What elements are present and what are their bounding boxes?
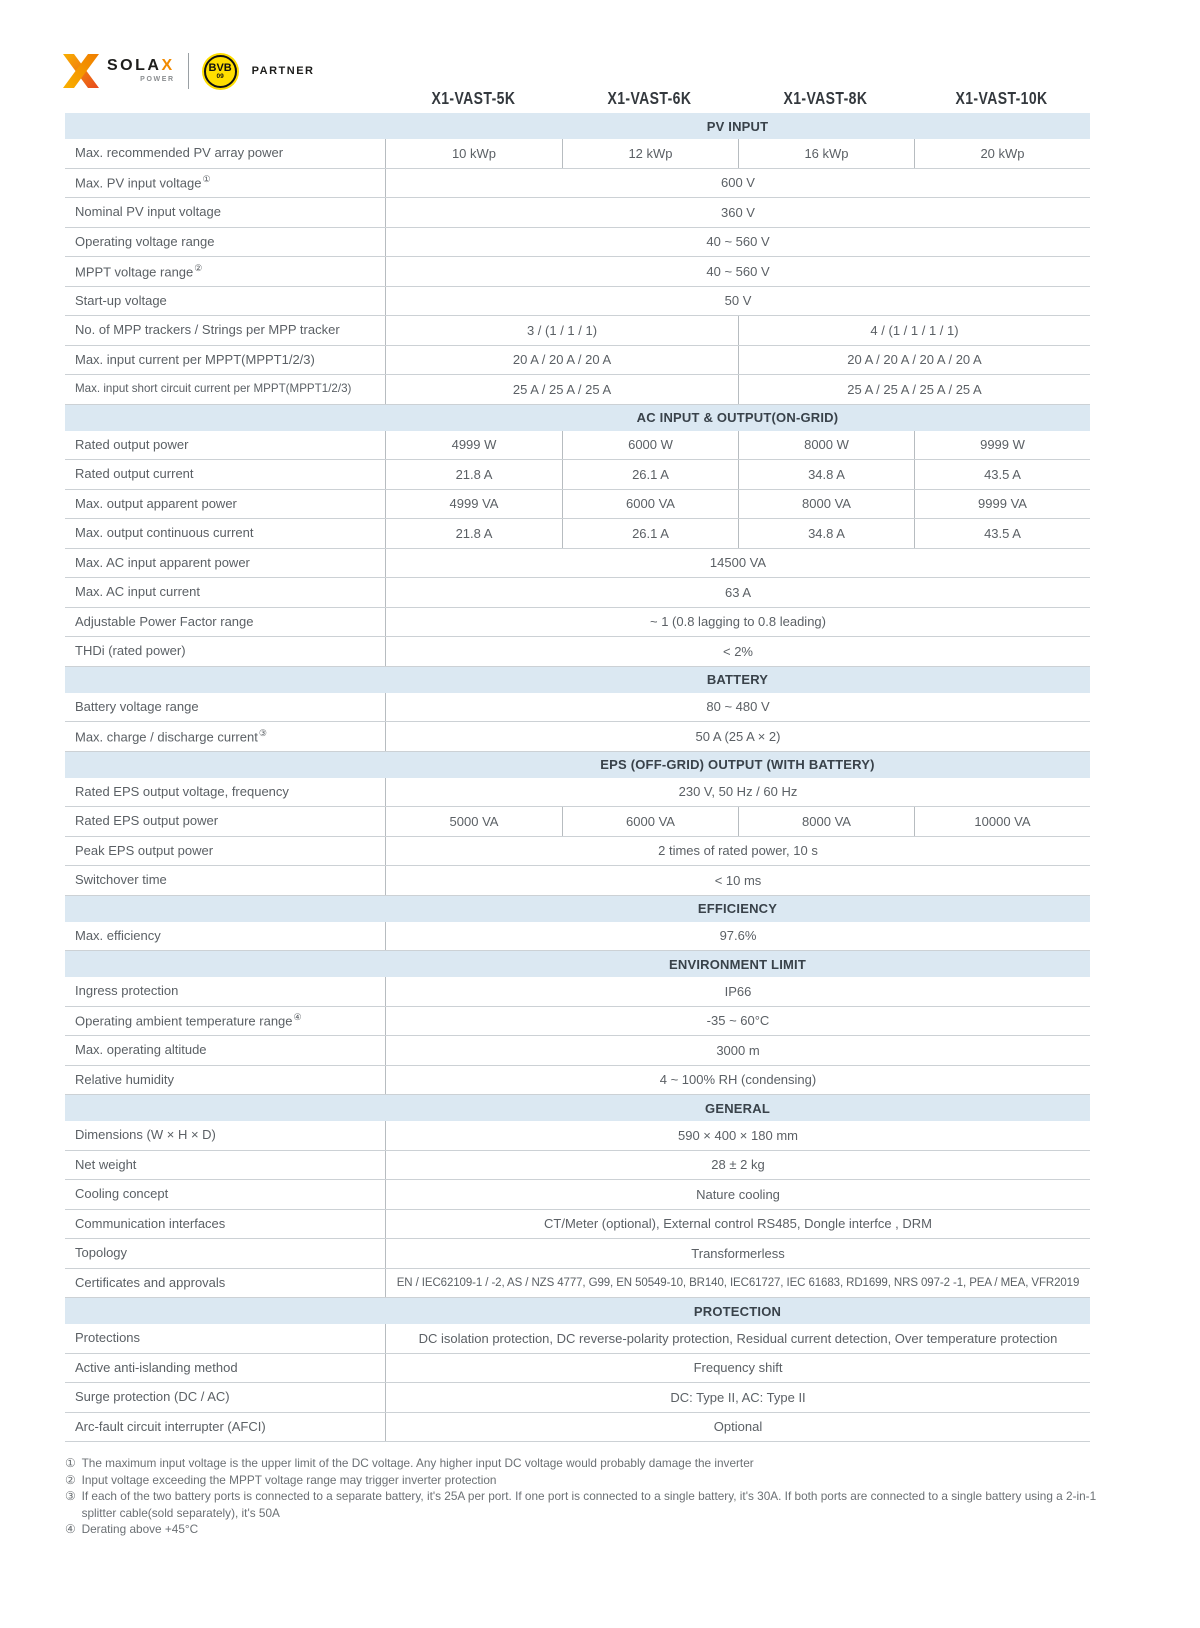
spec-value-cell: EN / IEC62109-1 / -2, AS / NZS 4777, G99, EN 50549-10, BR140, IEC61727, IEC 61683, RD1699, NRS 097-2 -1, PEA / MEA, VFR2019 [396,1276,1080,1289]
spec-value-cell: 25 A / 25 A / 25 A [512,381,612,397]
spec-label [65,460,385,489]
spec-value-cell: 26.1 A [562,519,738,548]
spec-label-text: Max. PV input voltage① [75,174,211,191]
spec-value-cell: 21.8 A [455,525,493,541]
spec-label-text: Battery voltage range [75,698,199,714]
solax-x-icon [62,54,100,88]
section-title: EPS (OFF-GRID) OUTPUT (WITH BATTERY) [600,757,875,772]
footnote-number: ③ [65,1489,76,1503]
spec-values [385,1151,1090,1180]
spec-label-text: Topology [75,1245,128,1261]
spec-value-cell: 43.5 A [914,460,1090,489]
spec-value-cell: 6000 W [562,431,738,460]
spec-row [65,287,1090,317]
spec-row [65,837,1090,867]
model-column-header [914,88,1090,109]
spec-label [65,807,385,836]
spec-label [65,1269,385,1298]
spec-value-cell: 360 V [721,204,755,220]
footnote-text: Derating above +45°C [81,1522,199,1536]
spec-label [65,375,385,404]
section-title: PROTECTION [693,1303,782,1319]
spec-label [65,316,385,345]
spec-value-cell: 9999 VA [914,490,1090,519]
section-header [65,667,1090,693]
spec-label-text: Max. efficiency [75,927,161,943]
spec-values [385,1239,1090,1268]
spec-row [65,1066,1090,1096]
spec-label [65,1383,385,1412]
spec-label [65,1413,385,1442]
spec-value-cell: 97.6% [719,928,757,944]
spec-value-cell: 8000 VA [738,490,914,519]
footnote-text: Input voltage exceeding the MPPT voltage range may trigger inverter protection [81,1472,497,1487]
spec-label [65,257,385,286]
footnote-text: If each of the two battery ports is connected to a separate battery, it's 25A per port. If one port is connected to a single battery, it's 30A. If both ports are connected to a single battery using a 2-in-1 splitter cable(sold separately), it's 50A [81,1489,1097,1520]
spec-row [65,1239,1090,1269]
solax-wordmark [107,58,175,84]
spec-values [385,228,1090,257]
spec-label [65,139,385,168]
spec-value-cell: 2 times of rated power, 10 s [658,843,818,859]
model-column-label: X1-VAST-6K [607,88,692,108]
spec-label-text: Certificates and approvals [75,1274,226,1290]
spec-row [65,490,1090,520]
spec-row [65,1210,1090,1240]
spec-value-cell: 12 kWp [562,139,738,168]
spec-row [65,866,1090,896]
spec-row [65,316,1090,346]
spec-label-text: Rated EPS output power [75,813,219,829]
spec-values [385,198,1090,227]
spec-value-cell: < 2% [723,643,753,659]
spec-row [65,549,1090,579]
spec-label-text: No. of MPP trackers / Strings per MPP tracker [75,322,340,338]
spec-values [385,431,1090,460]
solax-name: SOLAX [107,57,175,74]
spec-values [385,1383,1090,1412]
spec-label-text: Max. AC input current [75,584,200,600]
spec-row [65,922,1090,952]
spec-label-text: Max. recommended PV array power [75,145,284,161]
spec-value-cell: 14500 VA [709,555,767,571]
spec-values [385,637,1090,666]
spec-label [65,778,385,807]
spec-label [65,198,385,227]
spec-value-cell: 20 A / 20 A / 20 A / 20 A [738,346,1090,375]
spec-label-text: Dimensions (W × H × D) [75,1127,216,1143]
spec-values [385,490,1090,519]
spec-label-text: MPPT voltage range② [75,262,203,279]
spec-row [65,257,1090,287]
spec-values [385,1269,1090,1298]
spec-label-text: Max. AC input apparent power [75,554,250,570]
spec-values [385,519,1090,548]
spec-value-cell: 43.5 A [914,519,1090,548]
spec-label [65,1121,385,1150]
spec-values [385,578,1090,607]
spec-row [65,693,1090,723]
spec-values [385,549,1090,578]
section-header [65,896,1090,922]
spec-label [65,837,385,866]
spec-row [65,346,1090,376]
spec-row [65,807,1090,837]
spec-label [65,1354,385,1383]
footnote-marker: ④ [293,1012,302,1023]
spec-value-cell: 21.8 A [455,466,493,482]
spec-label-text: Ingress protection [75,983,179,999]
section-title: GENERAL [705,1100,770,1116]
spec-values [385,778,1090,807]
footnote-line [65,1488,1097,1521]
spec-row [65,1151,1090,1181]
spec-value-cell: 20 kWp [914,139,1090,168]
spec-value-cell: Frequency shift [693,1360,783,1376]
spec-values [385,346,1090,375]
spec-row [65,1180,1090,1210]
spec-value-cell: 20 A / 20 A / 20 A [512,352,612,368]
spec-value-cell: 590 × 400 × 180 mm [678,1127,798,1143]
section-header [65,1298,1090,1324]
section-header [65,1095,1090,1121]
spec-value-cell: CT/Meter (optional), External control RS485, Dongle interfce , DRM [544,1216,932,1232]
spec-label [65,1324,385,1353]
spec-values [385,316,1090,345]
spec-values [385,837,1090,866]
spec-label [65,977,385,1006]
spec-label-text: Nominal PV input voltage [75,204,221,220]
footnote-number: ② [65,1472,76,1487]
spec-label [65,1007,385,1036]
spec-value-cell: 40 ~ 560 V [706,234,770,250]
spec-label-text: Surge protection (DC / AC) [75,1389,230,1405]
spec-value-cell: 25 A / 25 A / 25 A / 25 A [738,375,1090,404]
spec-label [65,866,385,895]
footnote-number: ① [65,1456,76,1470]
spec-label-text: Operating voltage range [75,233,215,249]
spec-values [385,922,1090,951]
spec-label [65,637,385,666]
spec-label-text: Max. input short circuit current per MPPT(MPPT1/2/3) [75,382,352,396]
spec-value-cell: 3 / (1 / 1 / 1) [526,322,598,338]
spec-row [65,169,1090,199]
spec-value-cell: 4 / (1 / 1 / 1 / 1) [738,316,1090,345]
spec-label-text: Max. output continuous current [75,525,254,541]
spec-label [65,1066,385,1095]
spec-value-cell: 8000 W [738,431,914,460]
spec-value-cell: 50 A (25 A × 2) [695,728,781,744]
spec-value-cell: DC: Type II, AC: Type II [670,1389,806,1405]
spec-values [385,375,1090,404]
spec-value-cell: -35 ~ 60°C [706,1013,770,1029]
spec-value-cell: 4999 VA [449,496,499,512]
bvb-badge-text: BVB [208,61,232,74]
spec-values [385,1007,1090,1036]
section-header [65,405,1090,431]
spec-label [65,922,385,951]
spec-values [385,169,1090,198]
spec-label [65,490,385,519]
spec-value-cell: 63 A [724,584,752,600]
spec-label-text: Rated EPS output voltage, frequency [75,783,289,799]
spec-label-text: Arc-fault circuit interrupter (AFCI) [75,1418,266,1434]
spec-row [65,1413,1090,1443]
spec-label [65,1151,385,1180]
spec-values [385,1066,1090,1095]
spec-values [385,1210,1090,1239]
spec-label-text: Rated output current [75,466,194,482]
section-title: EFFICIENCY [697,901,778,916]
model-column-header [561,88,737,109]
spec-label [65,346,385,375]
spec-label-text: Operating ambient temperature range④ [75,1012,302,1029]
spec-label-text: Adjustable Power Factor range [75,613,254,629]
spec-values [385,722,1090,751]
spec-table-body [65,113,1090,1442]
spec-label-text: Max. input current per MPPT(MPPT1/2/3) [75,351,315,367]
spec-value-cell: 40 ~ 560 V [706,263,770,279]
spec-row [65,722,1090,752]
spec-row [65,198,1090,228]
model-column-label: X1-VAST-5K [431,88,516,108]
bvb-badge-number: 09 [216,72,224,80]
spec-label-text: Protections [75,1330,141,1346]
spec-label-text: Communication interfaces [75,1215,226,1231]
spec-value-cell: 28 ± 2 kg [711,1157,765,1173]
model-column-label: X1-VAST-8K [783,88,868,108]
spec-label-text: Active anti-islanding method [75,1359,238,1375]
section-title: ENVIRONMENT LIMIT [668,956,806,972]
spec-value-cell: IP66 [724,983,752,999]
spec-label-text: Net weight [75,1156,137,1172]
spec-value-cell: 600 V [721,175,755,191]
spec-row [65,1269,1090,1299]
spec-label [65,1210,385,1239]
spec-value-cell: 6000 VA [562,490,738,519]
spec-label [65,1180,385,1209]
section-header [65,752,1090,778]
spec-values [385,693,1090,722]
spec-value-cell: Nature cooling [696,1186,780,1202]
spec-label-text: Relative humidity [75,1071,174,1087]
spec-row [65,1007,1090,1037]
spec-value-cell: 9999 W [914,431,1090,460]
spec-label-text: Max. operating altitude [75,1042,207,1058]
spec-row [65,519,1090,549]
spec-label-text: THDi (rated power) [75,643,186,659]
spec-label-text: Start-up voltage [75,292,167,308]
spec-label [65,549,385,578]
spec-value-cell: 8000 VA [738,807,914,836]
spec-row [65,228,1090,258]
spec-value-cell: 80 ~ 480 V [706,699,770,715]
spec-value-cell: 26.1 A [562,460,738,489]
spec-value-cell: 4 ~ 100% RH (condensing) [659,1072,817,1088]
spec-values [385,1354,1090,1383]
spec-value-cell: 5000 VA [449,813,499,829]
footnotes [65,1455,1097,1538]
model-column-header [385,88,561,109]
spec-row [65,778,1090,808]
spec-label [65,1239,385,1268]
section-header [65,951,1090,977]
footnote-marker: ② [194,262,203,273]
spec-values [385,866,1090,895]
solax-logo [62,54,175,88]
spec-values [385,1121,1090,1150]
spec-label [65,228,385,257]
footnote-line [65,1455,1097,1472]
spec-row [65,637,1090,667]
spec-value-cell: 6000 VA [562,807,738,836]
spec-value-cell: ~ 1 (0.8 lagging to 0.8 leading) [650,614,826,630]
section-title: AC INPUT & OUTPUT(ON-GRID) [636,410,839,425]
spec-value-cell: DC isolation protection, DC reverse-polarity protection, Residual current detection, Over temperature protection [418,1330,1058,1346]
spec-value-cell: Optional [713,1419,763,1435]
spec-value-cell: 10 kWp [451,145,497,161]
spec-value-cell: 230 V, 50 Hz / 60 Hz [678,784,798,800]
spec-row [65,139,1090,169]
spec-row [65,1383,1090,1413]
spec-value-cell: 10000 VA [914,807,1090,836]
spec-label [65,1036,385,1065]
spec-values [385,1324,1090,1353]
spec-value-cell: 34.8 A [738,519,914,548]
spec-values [385,977,1090,1006]
spec-label-text: Cooling concept [75,1186,169,1202]
spec-label-text: Peak EPS output power [75,842,214,858]
spec-table [65,84,1090,1442]
spec-label [65,693,385,722]
spec-values [385,1180,1090,1209]
spec-values [385,807,1090,836]
spec-row [65,1354,1090,1384]
spec-label [65,519,385,548]
section-title: PV INPUT [706,118,769,134]
spec-values [385,1413,1090,1442]
spec-label [65,578,385,607]
spec-label-text: Max. output apparent power [75,495,237,511]
solax-power-subtitle: POWER [140,76,175,83]
spec-label [65,287,385,316]
spec-label-text: Rated output power [75,436,189,452]
spec-row [65,608,1090,638]
spec-label [65,169,385,198]
footnote-text: The maximum input voltage is the upper limit of the DC voltage. Any higher input DC voltage would probably damage the inverter [81,1456,754,1470]
spec-row [65,1121,1090,1151]
spec-value-cell: 50 V [724,293,752,309]
spec-row [65,431,1090,461]
spec-row [65,375,1090,405]
spec-label [65,722,385,751]
footnote-marker: ① [202,174,211,185]
spec-values [385,1036,1090,1065]
footnote-line [65,1472,1097,1489]
spec-value-cell: 3000 m [716,1042,760,1058]
models-row [65,84,1090,113]
spec-row [65,460,1090,490]
partner-label: PARTNER [251,65,315,77]
spec-values [385,287,1090,316]
spec-value-cell: Transformerless [691,1245,785,1261]
section-title: BATTERY [706,672,769,687]
spec-label-text: Max. charge / discharge current③ [75,727,267,744]
spec-value-cell: 4999 W [451,437,497,453]
spec-values [385,460,1090,489]
spec-label-text: Switchover time [75,872,167,888]
model-column-header [738,88,914,109]
spec-label [65,431,385,460]
spec-values [385,139,1090,168]
model-column-label: X1-VAST-10K [955,88,1048,108]
footnote-line [65,1521,1097,1538]
spec-row [65,977,1090,1007]
footnote-marker: ③ [258,727,267,738]
spec-values [385,608,1090,637]
footnote-number: ④ [65,1522,76,1536]
spec-row [65,1324,1090,1354]
spec-values [385,257,1090,286]
spec-label [65,608,385,637]
spec-value-cell: < 10 ms [714,872,762,888]
spec-value-cell: 34.8 A [738,460,914,489]
spec-value-cell: 16 kWp [738,139,914,168]
spec-row [65,578,1090,608]
section-header [65,113,1090,139]
spec-row [65,1036,1090,1066]
